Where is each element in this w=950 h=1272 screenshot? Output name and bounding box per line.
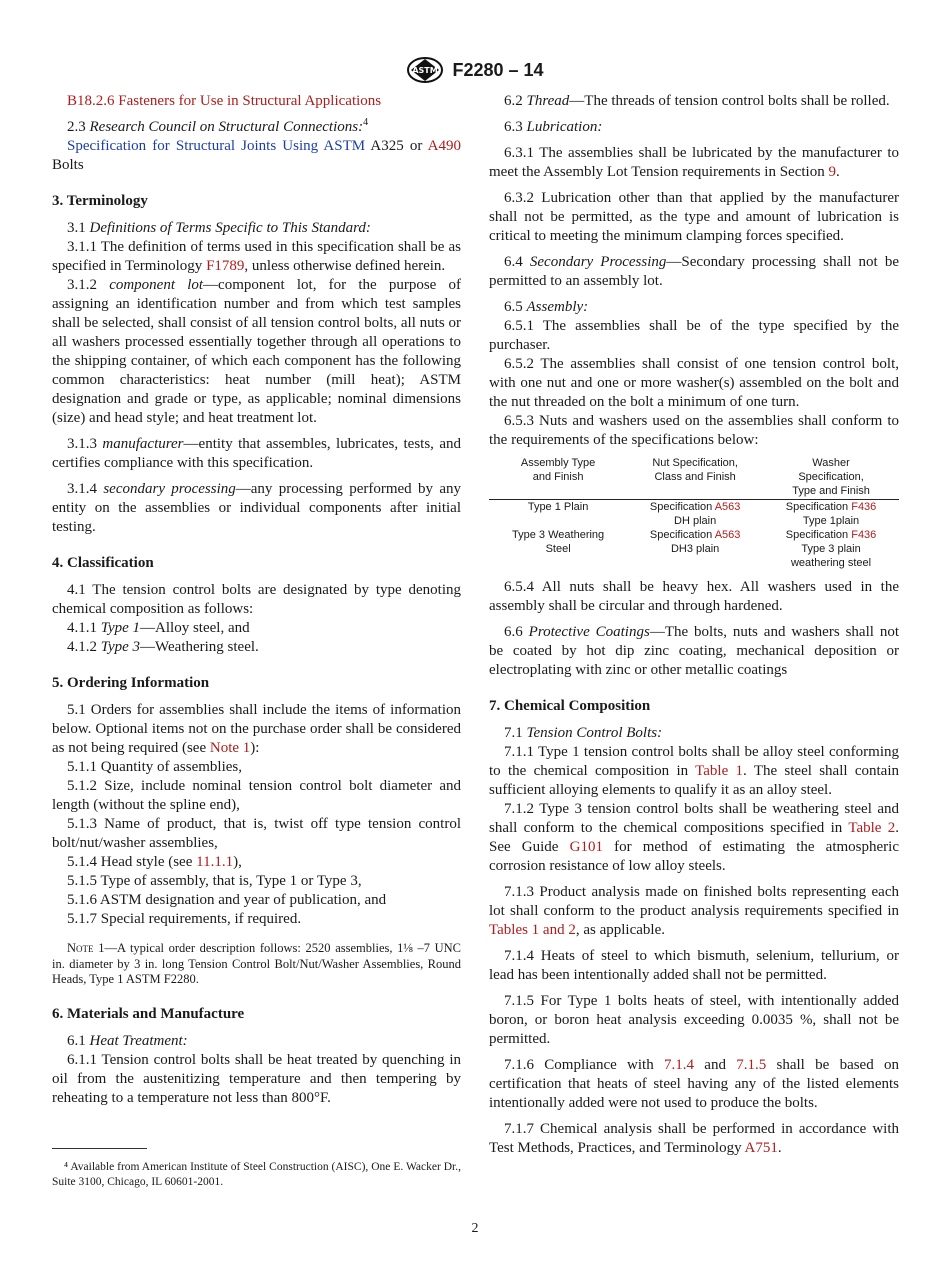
para-4-1: 4.1 The tension control bolts are designated by type denoting chemical composition as follows: [52, 582, 461, 617]
footnote-4: ⁴ Available from American Institute of Steel Construction (AISC), One E. Wacker Dr., Suite 3100, Chicago, IL 60601-2001. [52, 1161, 461, 1188]
para-7-1-5: 7.1.5 For Type 1 bolts heats of steel, with intentionally added boron, or boron heat analysis exceeding 0.0035 %, shall not be permitted. [489, 993, 899, 1047]
para-5-1-6: 5.1.6 ASTM designation and year of publication, and [67, 892, 387, 908]
table-row [489, 500, 899, 529]
table-cell: Specification F436 Type 3 plain weathering steel [785, 529, 877, 569]
para-6-4: 6.4 Secondary Processing—Secondary processing shall not be permitted to an assembly lot. [489, 254, 899, 289]
para-3-1-4: 3.1.4 secondary processing—any processing performed by any entity on the assemblies or individual components after initial testing. [52, 481, 461, 535]
para-7-1-2: 7.1.2 Type 3 tension control bolts shall be weathering steel and shall conform to the chemical compositions specified in Table 2. See Guide G101 for method of estimating the atmospheric corrosion resistance of low alloy steels. [489, 801, 899, 874]
para-6-5-2: 6.5.2 The assemblies shall consist of one tension control bolt, with one nut and one or more washer(s) assembled on the bolt and the nut threaded on the bolt a minimum of one turn. [489, 356, 899, 410]
7-1-5-link[interactable]: 7.1.5 [736, 1057, 767, 1073]
table-header: Washer Specification, Type and Finish [763, 456, 899, 500]
f436-link[interactable]: F436 [851, 529, 877, 541]
f436-link[interactable]: F436 [851, 501, 877, 513]
ref-2-3: 2.3 Research Council on Structural Connections:$^4$ [67, 117, 369, 135]
para-3-1-2: 3.1.2 component lot—component lot, for the purpose of assigning an identification number and from which test samples shall be selected, shall consist of all tension control bolts, all nuts or all washers processed essentially together through all operations to the shipping container, of which each component has the following common characteristics: heat number (mill heat); ASTM designation and grade or type, as applicable; nominal dimensions (size) and head style; and heat treatment lot. [52, 277, 461, 426]
note-1: Note 1—A typical order description follows: 2520 assemblies, 1⅛ –7 UNC in. diameter by 3 in. long Tension Control Bolt/Nut/Washer Assemblies, Round Heads, Type 1 ASTM F2280. [52, 941, 461, 986]
para-3-1-1: 3.1.1 The definition of terms used in this specification shall be as specified in Terminology F1789, unless otherwise defined herein. [52, 239, 461, 274]
para-6-3-1: 6.3.1 The assemblies shall be lubricated by the manufacturer to meet the Assembly Lot Tension requirements in Section 9. [489, 145, 899, 180]
para-7-1: 7.1 Tension Control Bolts: [504, 725, 663, 741]
para-6-3-2: 6.3.2 Lubrication other than that applied by the manufacturer shall not be permitted, as the type and amount of lubrication is critical to meeting the minimum clamping forces specified. [489, 190, 899, 244]
para-6-1-1: 6.1.1 Tension control bolts shall be heat treated by quenching in oil from the austenitizing temperature and then tempering by reheating to a temperature not less than 800°F. [52, 1051, 461, 1106]
table-2-link[interactable]: Table 2 [848, 820, 896, 836]
para-6-5: 6.5 Assembly: [504, 299, 589, 315]
para-5-1-7: 5.1.7 Special requirements, if required. [67, 911, 302, 927]
section-6-title: 6. Materials and Manufacture [52, 1005, 245, 1022]
para-7-1-4: 7.1.4 Heats of steel to which bismuth, selenium, tellurium, or lead has been intentionally added shall not be permitted. [489, 948, 899, 983]
para-6-5-4: 6.5.4 All nuts shall be heavy hex. All washers used in the assembly shall be circular and through hardened. [489, 579, 899, 614]
svg-text:ASTM: ASTM [412, 66, 439, 75]
para-3-1: 3.1 Definitions of Terms Specific to This Standard: [67, 220, 371, 236]
para-5-1-2: 5.1.2 Size, include nominal tension control bolt diameter and length (without the spline end), [52, 778, 461, 813]
tables-1-2-link[interactable]: Tables 1 and 2 [489, 922, 576, 938]
page-number: 2 [471, 1221, 479, 1236]
para-4-1-2: 4.1.2 Type 3—Weathering steel. [67, 639, 259, 655]
a563-link[interactable]: A563 [714, 529, 741, 541]
a563-link[interactable]: A563 [714, 501, 741, 513]
table-1-link[interactable]: Table 1 [695, 763, 744, 779]
para-5-1-3: 5.1.3 Name of product, that is, twist off type tension control bolt/nut/washer assemblies, [52, 816, 461, 851]
table-cell: Specification A563 DH3 plain [649, 529, 741, 555]
para-3-1-3: 3.1.3 manufacturer—entity that assembles, lubricates, tests, and certifies compliance with this specification. [52, 436, 461, 471]
7-1-4-link[interactable]: 7.1.4 [664, 1057, 694, 1073]
para-5-1-4: 5.1.4 Head style (see 11.1.1), [67, 854, 242, 870]
ref-2-3-spec: Specification for Structural Joints Using ASTM A325 or A490 Bolts [52, 138, 461, 173]
para-6-5-1: 6.5.1 The assemblies shall be of the type specified by the purchaser. [489, 318, 899, 353]
a751-link[interactable]: A751 [744, 1140, 778, 1156]
para-6-1: 6.1 Heat Treatment: [67, 1032, 188, 1049]
para-7-1-3: 7.1.3 Product analysis made on finished bolts representing each lot shall conform to the product analysis requirements specified in Tables 1 and 2, as applicable. [489, 884, 899, 938]
para-5-1: 5.1 Orders for assemblies shall include the items of information below. Optional items not on the purchase order shall be considered as not being required (see Note 1): [52, 702, 461, 756]
table-header: Assembly Type and Finish [489, 456, 627, 500]
table-header-row [489, 456, 899, 500]
para-6-6: 6.6 Protective Coatings—The bolts, nuts and washers shall not be coated by hot dip zinc coating, mechanical deposition or electroplating with zinc or other metallic coatings [489, 624, 899, 678]
designation: F2280 – 14 [452, 59, 544, 80]
table-cell: Type 1 Plain [527, 501, 589, 513]
astm-logo-icon [406, 56, 444, 84]
footnote-divider [52, 1148, 147, 1149]
para-6-2: 6.2 Thread—The threads of tension control bolts shall be rolled. [504, 93, 890, 109]
section-3-title: 3. Terminology [52, 193, 148, 209]
para-7-1-6: 7.1.6 Compliance with 7.1.4 and 7.1.5 shall be based on certification that heats of steel having any of the listed elements intentionally added were not used to produce the bolts. [489, 1057, 899, 1111]
section-9-link[interactable]: 9 [828, 164, 836, 180]
para-4-1-1: 4.1.1 Type 1—Alloy steel, and [67, 620, 250, 636]
right-column [489, 92, 899, 1165]
para-5-1-5: 5.1.5 Type of assembly, that is, Type 1 or Type 3, [67, 873, 362, 889]
ref-b18-link[interactable]: B18.2.6 Fasteners for Use in Structural Applications [67, 93, 382, 109]
left-column [52, 92, 461, 1115]
table-cell: Specification A563 DH plain [649, 501, 741, 527]
section-5-title: 5. Ordering Information [52, 675, 210, 691]
section-7-title: 7. Chemical Composition [489, 698, 651, 714]
g101-link[interactable]: G101 [569, 839, 603, 855]
para-6-3: 6.3 Lubrication: [504, 119, 603, 135]
para-7-1-7: 7.1.7 Chemical analysis shall be performed in accordance with Test Methods, Practices, and Terminology A751. [489, 1121, 899, 1156]
ref-b18 [52, 92, 461, 111]
spec-link[interactable]: Specification for Structural Joints Using ASTM [67, 138, 366, 154]
assembly-spec-table [489, 456, 899, 570]
a490-link[interactable]: A490 [427, 138, 461, 154]
section-4-title: 4. Classification [52, 555, 154, 571]
page-header [0, 56, 950, 84]
table-row [489, 528, 899, 570]
f1789-link[interactable]: F1789 [206, 258, 245, 274]
table-header: Nut Specification, Class and Finish [627, 456, 763, 500]
note-1-link[interactable]: Note 1 [209, 740, 251, 756]
para-6-5-3: 6.5.3 Nuts and washers used on the assemblies shall conform to the requirements of the specifications below: [489, 413, 899, 448]
para-5-1-1: 5.1.1 Quantity of assemblies, [67, 759, 242, 775]
para-7-1-1: 7.1.1 Type 1 tension control bolts shall be alloy steel conforming to the chemical composition in Table 1. The steel shall contain sufficient alloying elements to qualify it as an alloy steel. [489, 744, 899, 798]
table-cell: Type 3 Weathering Steel [512, 529, 605, 555]
11-1-1-link[interactable]: 11.1.1 [196, 854, 234, 870]
table-cell: Specification F436 Type 1plain [785, 501, 877, 527]
